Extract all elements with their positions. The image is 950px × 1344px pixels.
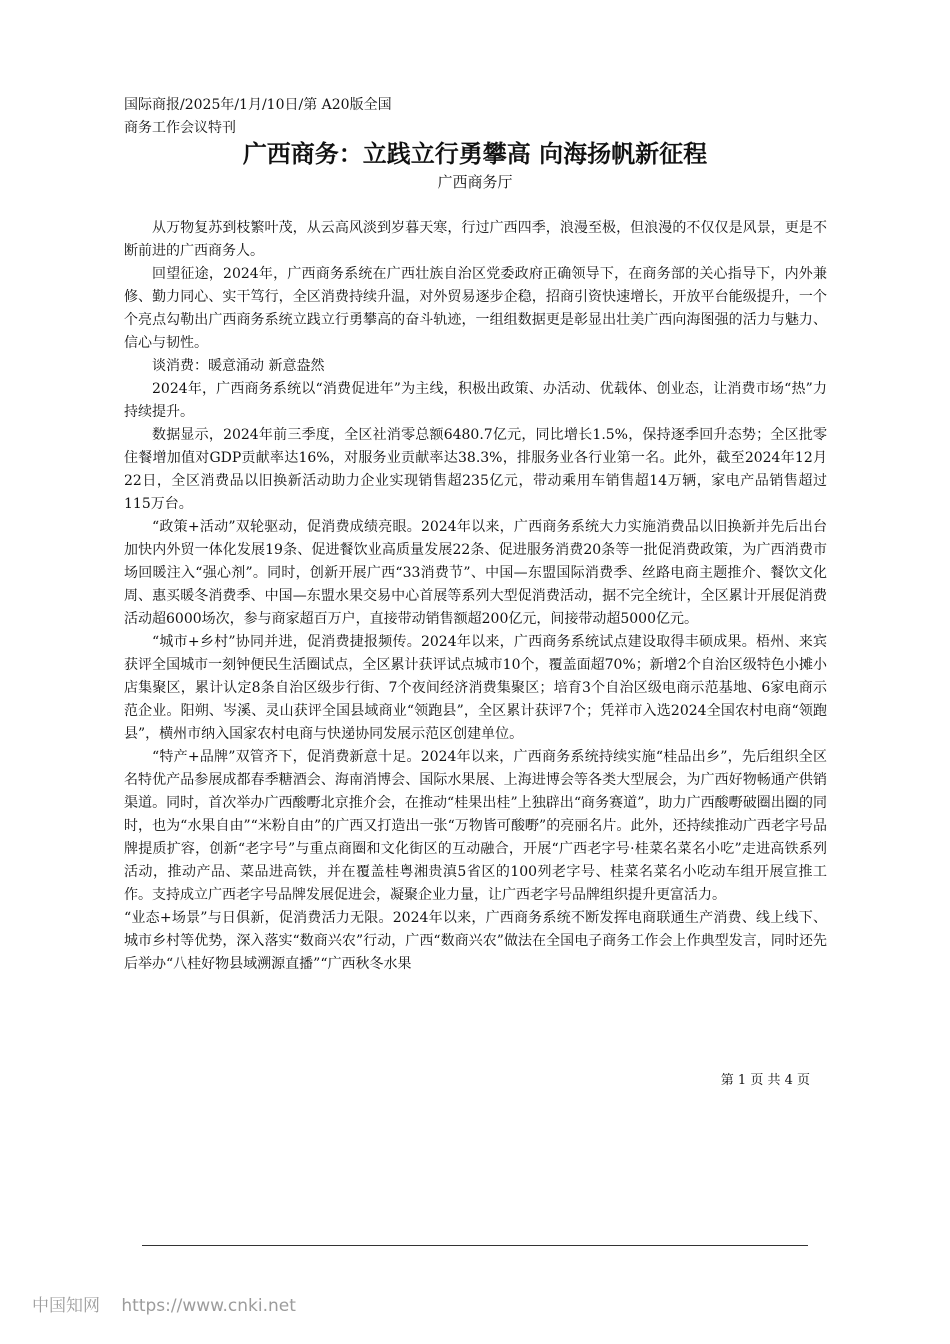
paragraph: 回望征途，2024年，广西商务系统在广西壮族自治区党委政府正确领导下，在商务部的关心指导下，内外兼修、勤力同心、实干笃行，全区消费持续升温，对外贸易逐步企稳，招商引资快速增长，开放平台能级提升，一个个亮点勾勒出广西商务系统立践立行勇攀高的奋斗轨迹，一组组数据更是彰显出壮美广西向海图强的活力与魅力、信心与韧性。 [124, 266, 827, 351]
paragraph: 2024年，广西商务系统以“消费促进年”为主线，积极出政策、办活动、优载体、创业态，让消费市场“热”力持续提升。 [124, 381, 827, 420]
watermark-url: https://www.cnki.net [121, 1296, 296, 1316]
paragraph: “城市+乡村”协同并进，促消费捷报频传。2024年以来，广西商务系统试点建设取得丰硕成果。梧州、来宾获评全国城市一刻钟便民生活圈试点，全区累计获评试点城市10个，覆盖面超70%；新增2个自治区级特色小摊小店集聚区，累计认定8条自治区级步行街、7个夜间经济消费集聚区；培育3个自治区级电商示范基地、6家电商示范企业。阳朔、岑溪、灵山获评全国县域商业“领跑县”，全区累计获评7个；凭祥市入选2024全国农村电商“领跑县”，横州市纳入国家农村电商与快递协同发展示范区创建单位。 [124, 634, 827, 742]
section-heading: 谈消费：暖意涌动 新意盎然 [152, 358, 325, 374]
article-title: 广西商务：立践立行勇攀高 向海扬帆新征程 [242, 140, 708, 168]
paragraph: “政策+活动”双轮驱动，促消费成绩亮眼。2024年以来，广西商务系统大力实施消费品以旧换新并先后出台加快内外贸一体化发展19条、促进餐饮业高质量发展22条、促进服务消费20条等一批促消费政策，为广西消费市场回暖注入“强心剂”。同时，创新开展广西“33消费节”、中国—东盟国际消费季、丝路电商主题推介、餐饮文化周、惠买暖冬消费季、中国—东盟水果交易中心首展等系列大型促消费活动，据不完全统计，全区累计开展促消费活动超6000场次，参与商家超百万户，直接带动销售额超200亿元，间接带动超5000亿元。 [124, 519, 827, 627]
paragraph: 从万物复苏到枝繁叶茂，从云高风淡到岁暮天寒，行过广西四季，浪漫至极，但浪漫的不仅仅是风景，更是不断前进的广西商务人。 [124, 220, 827, 259]
footer-divider [142, 1245, 808, 1246]
source-line: 国际商报/2025年/1月/10日/第 A20版全国商务工作会议特刊 [124, 97, 392, 136]
article-author: 广西商务厅 [437, 173, 513, 191]
paragraph: “业态+场景”与日俱新，促消费活力无限。2024年以来，广西商务系统不断发挥电商联通生产消费、线上线下、城市乡村等优势，深入落实“数商兴农”行动，广西“数商兴农”做法在全国电子商务工作会上作典型发言，同时还先后举办“八桂好物县域溯源直播”“广西秋冬水果 [124, 910, 827, 972]
cnki-watermark [32, 1294, 312, 1318]
article-body [124, 217, 827, 976]
paragraph: “特产+品牌”双管齐下，促消费新意十足。2024年以来，广西商务系统持续实施“桂品出乡”，先后组织全区名特优产品参展成都春季糖酒会、海南消博会、国际水果展、上海进博会等各类大型展会，为广西好物畅通产供销渠道。同时，首次举办广西酸嘢北京推介会，在推动“桂果出桂”上独辟出“商务赛道”，助力广西酸嘢破圈出圈的同时，也为“水果自由”“米粉自由”的广西又打造出一张“万物皆可酸嘢”的亮丽名片。此外，还持续推动广西老字号品牌提质扩容，创新“老字号”与重点商圈和文化街区的互动融合，开展“广西老字号·桂菜名菜名小吃”走进高铁系列活动，推动产品、菜品进高铁，并在覆盖桂粤湘贵滇5省区的100列老字号、桂菜名菜名小吃动车组开展宣推工作。支持成立广西老字号品牌发展促进会，凝聚企业力量，让广西老字号品牌组织提升更富活力。 [124, 749, 827, 903]
watermark-brand: 中国知网 [32, 1296, 100, 1316]
page-number: 第 1 页 共 4 页 [720, 1073, 810, 1088]
paragraph: 数据显示，2024年前三季度，全区社消零总额6480.7亿元，同比增长1.5%，保持逐季回升态势；全区批零住餐增加值对GDP贡献率达16%，对服务业贡献率达38.3%，排服务业各行业第一名。此外，截至2024年12月22日，全区消费品以旧换新活动助力企业实现销售超235亿元，带动乘用车销售超14万辆，家电产品销售超过115万台。 [124, 427, 827, 512]
